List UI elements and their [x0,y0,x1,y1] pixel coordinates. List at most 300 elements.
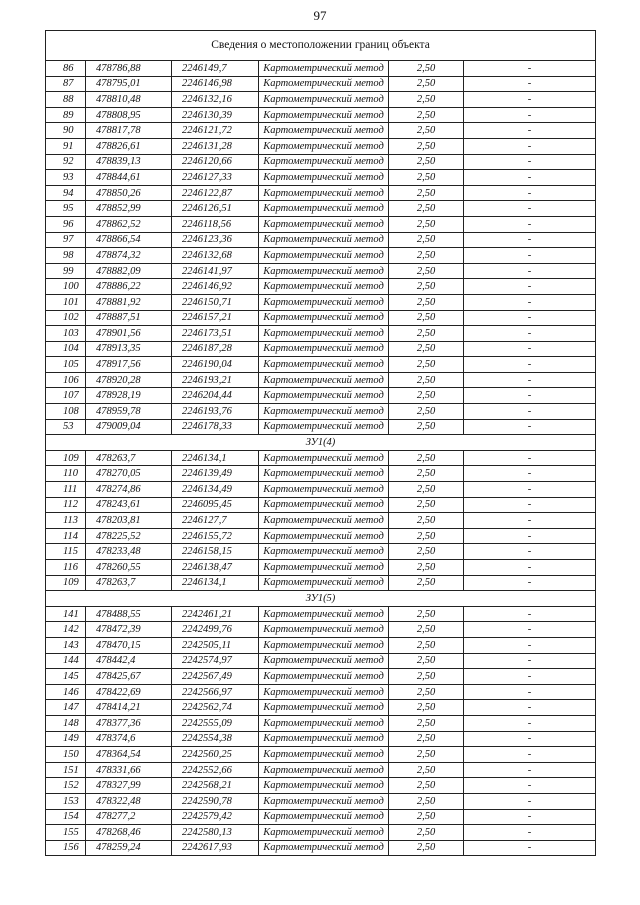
point-number-cell: 145 [46,669,86,685]
method-cell: Картометрический метод [259,528,389,544]
method-cell: Картометрический метод [259,341,389,357]
x-coordinate-cell: 478374,6 [86,731,172,747]
x-coordinate-cell: 478917,56 [86,357,172,373]
method-cell: Картометрический метод [259,606,389,622]
description-cell: - [464,762,596,778]
x-coordinate-cell: 478442,4 [86,653,172,669]
accuracy-cell: 2,50 [389,809,464,825]
point-number-cell: 116 [46,560,86,576]
x-coordinate-cell: 478243,61 [86,497,172,513]
description-cell: - [464,357,596,373]
point-number-cell: 98 [46,248,86,264]
point-number-cell: 107 [46,388,86,404]
point-number-cell: 95 [46,201,86,217]
method-cell: Картометрический метод [259,497,389,513]
method-cell: Картометрический метод [259,653,389,669]
method-cell: Картометрический метод [259,700,389,716]
point-number-cell: 148 [46,715,86,731]
description-cell: - [464,747,596,763]
description-cell: - [464,263,596,279]
description-cell: - [464,700,596,716]
accuracy-cell: 2,50 [389,684,464,700]
table-row [46,606,596,622]
y-coordinate-cell: 2246193,76 [172,404,259,420]
x-coordinate-cell: 478928,19 [86,388,172,404]
accuracy-cell: 2,50 [389,216,464,232]
table-row [46,731,596,747]
description-cell: - [464,138,596,154]
point-number-cell: 142 [46,622,86,638]
method-cell: Картометрический метод [259,92,389,108]
description-cell: - [464,731,596,747]
table-row [46,637,596,653]
point-number-cell: 109 [46,575,86,591]
x-coordinate-cell: 478377,36 [86,715,172,731]
x-coordinate-cell: 478225,52 [86,528,172,544]
table-row [46,310,596,326]
description-cell: - [464,528,596,544]
table-row [46,653,596,669]
method-cell: Картометрический метод [259,544,389,560]
section-header-row [46,591,596,607]
table-row [46,513,596,529]
accuracy-cell: 2,50 [389,326,464,342]
x-coordinate-cell: 478886,22 [86,279,172,295]
point-number-cell: 100 [46,279,86,295]
description-cell: - [464,201,596,217]
point-number-cell: 91 [46,138,86,154]
accuracy-cell: 2,50 [389,575,464,591]
accuracy-cell: 2,50 [389,107,464,123]
description-cell: - [464,232,596,248]
method-cell: Картометрический метод [259,123,389,139]
y-coordinate-cell: 2242566,97 [172,684,259,700]
x-coordinate-cell: 478920,28 [86,372,172,388]
description-cell: - [464,154,596,170]
accuracy-cell: 2,50 [389,92,464,108]
x-coordinate-cell: 478203,81 [86,513,172,529]
accuracy-cell: 2,50 [389,419,464,435]
point-number-cell: 93 [46,170,86,186]
y-coordinate-cell: 2246139,49 [172,466,259,482]
table-row [46,840,596,856]
method-cell: Картометрический метод [259,669,389,685]
accuracy-cell: 2,50 [389,700,464,716]
y-coordinate-cell: 2242567,49 [172,669,259,685]
x-coordinate-cell: 478913,35 [86,341,172,357]
description-cell: - [464,606,596,622]
table-row [46,248,596,264]
x-coordinate-cell: 478259,24 [86,840,172,856]
y-coordinate-cell: 2246132,16 [172,92,259,108]
accuracy-cell: 2,50 [389,622,464,638]
method-cell: Картометрический метод [259,825,389,841]
point-number-cell: 96 [46,216,86,232]
accuracy-cell: 2,50 [389,263,464,279]
table-row [46,341,596,357]
y-coordinate-cell: 2242554,38 [172,731,259,747]
point-number-cell: 147 [46,700,86,716]
description-cell: - [464,715,596,731]
accuracy-cell: 2,50 [389,482,464,498]
y-coordinate-cell: 2242552,66 [172,762,259,778]
y-coordinate-cell: 2246122,87 [172,185,259,201]
description-cell: - [464,575,596,591]
table-row [46,123,596,139]
accuracy-cell: 2,50 [389,341,464,357]
description-cell: - [464,294,596,310]
table-row [46,560,596,576]
x-coordinate-cell: 478233,48 [86,544,172,560]
table-row [46,575,596,591]
x-coordinate-cell: 478425,67 [86,669,172,685]
method-cell: Картометрический метод [259,76,389,92]
point-number-cell: 92 [46,154,86,170]
y-coordinate-cell: 2246150,71 [172,294,259,310]
y-coordinate-cell: 2246178,33 [172,419,259,435]
x-coordinate-cell: 478270,05 [86,466,172,482]
x-coordinate-cell: 478959,78 [86,404,172,420]
x-coordinate-cell: 478260,55 [86,560,172,576]
x-coordinate-cell: 478882,09 [86,263,172,279]
table-row [46,544,596,560]
y-coordinate-cell: 2242590,78 [172,793,259,809]
y-coordinate-cell: 2246190,04 [172,357,259,373]
point-number-cell: 143 [46,637,86,653]
point-number-cell: 104 [46,341,86,357]
table-row [46,279,596,295]
section-label: ЗУ1(5) [46,591,596,607]
point-number-cell: 146 [46,684,86,700]
y-coordinate-cell: 2242562,74 [172,700,259,716]
point-number-cell: 106 [46,372,86,388]
y-coordinate-cell: 2242499,76 [172,622,259,638]
method-cell: Картометрический метод [259,138,389,154]
x-coordinate-cell: 478331,66 [86,762,172,778]
description-cell: - [464,825,596,841]
point-number-cell: 155 [46,825,86,841]
point-number-cell: 109 [46,450,86,466]
method-cell: Картометрический метод [259,419,389,435]
y-coordinate-cell: 2246131,28 [172,138,259,154]
table-row [46,404,596,420]
point-number-cell: 86 [46,61,86,77]
accuracy-cell: 2,50 [389,170,464,186]
method-cell: Картометрический метод [259,715,389,731]
description-cell: - [464,310,596,326]
y-coordinate-cell: 2246187,28 [172,341,259,357]
x-coordinate-cell: 478470,15 [86,637,172,653]
point-number-cell: 114 [46,528,86,544]
y-coordinate-cell: 2246130,39 [172,107,259,123]
method-cell: Картометрический метод [259,279,389,295]
accuracy-cell: 2,50 [389,388,464,404]
point-number-cell: 105 [46,357,86,373]
description-cell: - [464,76,596,92]
table-row [46,450,596,466]
point-number-cell: 115 [46,544,86,560]
point-number-cell: 90 [46,123,86,139]
description-cell: - [464,793,596,809]
x-coordinate-cell: 478263,7 [86,575,172,591]
section-header-row [46,435,596,451]
x-coordinate-cell: 478881,92 [86,294,172,310]
table-row [46,497,596,513]
point-number-cell: 110 [46,466,86,482]
y-coordinate-cell: 2246123,36 [172,232,259,248]
point-number-cell: 149 [46,731,86,747]
y-coordinate-cell: 2246158,15 [172,544,259,560]
description-cell: - [464,326,596,342]
point-number-cell: 144 [46,653,86,669]
table-row [46,715,596,731]
description-cell: - [464,622,596,638]
accuracy-cell: 2,50 [389,294,464,310]
point-number-cell: 111 [46,482,86,498]
method-cell: Картометрический метод [259,840,389,856]
page-number: 97 [313,8,327,23]
accuracy-cell: 2,50 [389,466,464,482]
method-cell: Картометрический метод [259,450,389,466]
x-coordinate-cell: 478810,48 [86,92,172,108]
description-cell: - [464,61,596,77]
y-coordinate-cell: 2246146,98 [172,76,259,92]
x-coordinate-cell: 478364,54 [86,747,172,763]
x-coordinate-cell: 478327,99 [86,778,172,794]
point-number-cell: 102 [46,310,86,326]
y-coordinate-cell: 2242579,42 [172,809,259,825]
point-number-cell: 103 [46,326,86,342]
method-cell: Картометрический метод [259,466,389,482]
accuracy-cell: 2,50 [389,715,464,731]
method-cell: Картометрический метод [259,388,389,404]
accuracy-cell: 2,50 [389,825,464,841]
description-cell: - [464,388,596,404]
description-cell: - [464,482,596,498]
y-coordinate-cell: 2246138,47 [172,560,259,576]
table-row [46,825,596,841]
point-number-cell: 101 [46,294,86,310]
method-cell: Картометрический метод [259,575,389,591]
method-cell: Картометрический метод [259,778,389,794]
description-cell: - [464,840,596,856]
method-cell: Картометрический метод [259,684,389,700]
accuracy-cell: 2,50 [389,185,464,201]
point-number-cell: 89 [46,107,86,123]
table-row [46,762,596,778]
x-coordinate-cell: 478887,51 [86,310,172,326]
y-coordinate-cell: 2246173,51 [172,326,259,342]
method-cell: Картометрический метод [259,513,389,529]
table-row [46,201,596,217]
accuracy-cell: 2,50 [389,201,464,217]
description-cell: - [464,684,596,700]
section-label: ЗУ1(4) [46,435,596,451]
x-coordinate-cell: 478901,56 [86,326,172,342]
description-cell: - [464,560,596,576]
x-coordinate-cell: 478274,86 [86,482,172,498]
point-number-cell: 87 [46,76,86,92]
y-coordinate-cell: 2246134,49 [172,482,259,498]
x-coordinate-cell: 478786,88 [86,61,172,77]
table-title: Сведения о местоположении границ объекта [46,31,596,61]
description-cell: - [464,248,596,264]
table-row [46,419,596,435]
x-coordinate-cell: 478862,52 [86,216,172,232]
point-number-cell: 156 [46,840,86,856]
description-cell: - [464,466,596,482]
description-cell: - [464,637,596,653]
table-row [46,76,596,92]
table-row [46,154,596,170]
table-row [46,747,596,763]
y-coordinate-cell: 2246127,33 [172,170,259,186]
x-coordinate-cell: 478839,13 [86,154,172,170]
y-coordinate-cell: 2246157,21 [172,310,259,326]
y-coordinate-cell: 2242580,13 [172,825,259,841]
description-cell: - [464,216,596,232]
point-number-cell: 53 [46,419,86,435]
method-cell: Картометрический метод [259,793,389,809]
table-row [46,528,596,544]
table-row [46,294,596,310]
method-cell: Картометрический метод [259,762,389,778]
y-coordinate-cell: 2246149,7 [172,61,259,77]
method-cell: Картометрический метод [259,622,389,638]
point-number-cell: 154 [46,809,86,825]
x-coordinate-cell: 478844,61 [86,170,172,186]
method-cell: Картометрический метод [259,154,389,170]
method-cell: Картометрический метод [259,201,389,217]
table-row [46,263,596,279]
accuracy-cell: 2,50 [389,793,464,809]
x-coordinate-cell: 478817,78 [86,123,172,139]
point-number-cell: 113 [46,513,86,529]
x-coordinate-cell: 478866,54 [86,232,172,248]
table-row [46,700,596,716]
point-number-cell: 141 [46,606,86,622]
accuracy-cell: 2,50 [389,310,464,326]
description-cell: - [464,123,596,139]
point-number-cell: 99 [46,263,86,279]
accuracy-cell: 2,50 [389,606,464,622]
accuracy-cell: 2,50 [389,123,464,139]
point-number-cell: 152 [46,778,86,794]
table-row [46,372,596,388]
y-coordinate-cell: 2246121,72 [172,123,259,139]
x-coordinate-cell: 478488,55 [86,606,172,622]
description-cell: - [464,497,596,513]
y-coordinate-cell: 2246126,51 [172,201,259,217]
table-row [46,793,596,809]
method-cell: Картометрический метод [259,232,389,248]
point-number-cell: 88 [46,92,86,108]
table-row [46,622,596,638]
accuracy-cell: 2,50 [389,404,464,420]
point-number-cell: 108 [46,404,86,420]
y-coordinate-cell: 2242505,11 [172,637,259,653]
x-coordinate-cell: 478277,2 [86,809,172,825]
method-cell: Картометрический метод [259,185,389,201]
accuracy-cell: 2,50 [389,232,464,248]
point-number-cell: 150 [46,747,86,763]
method-cell: Картометрический метод [259,248,389,264]
point-number-cell: 112 [46,497,86,513]
description-cell: - [464,404,596,420]
y-coordinate-cell: 2246146,92 [172,279,259,295]
description-cell: - [464,544,596,560]
description-cell: - [464,92,596,108]
method-cell: Картометрический метод [259,372,389,388]
boundary-coordinates-table [45,30,596,856]
x-coordinate-cell: 478268,46 [86,825,172,841]
x-coordinate-cell: 478263,7 [86,450,172,466]
accuracy-cell: 2,50 [389,669,464,685]
accuracy-cell: 2,50 [389,731,464,747]
accuracy-cell: 2,50 [389,372,464,388]
point-number-cell: 151 [46,762,86,778]
method-cell: Картометрический метод [259,107,389,123]
accuracy-cell: 2,50 [389,637,464,653]
x-coordinate-cell: 478795,01 [86,76,172,92]
description-cell: - [464,809,596,825]
description-cell: - [464,513,596,529]
accuracy-cell: 2,50 [389,762,464,778]
point-number-cell: 97 [46,232,86,248]
accuracy-cell: 2,50 [389,544,464,560]
description-cell: - [464,778,596,794]
method-cell: Картометрический метод [259,61,389,77]
accuracy-cell: 2,50 [389,747,464,763]
y-coordinate-cell: 2246134,1 [172,450,259,466]
method-cell: Картометрический метод [259,809,389,825]
table-row [46,185,596,201]
description-cell: - [464,279,596,295]
table-row [46,216,596,232]
accuracy-cell: 2,50 [389,560,464,576]
table-title-row [46,31,596,61]
y-coordinate-cell: 2246127,7 [172,513,259,529]
description-cell: - [464,450,596,466]
accuracy-cell: 2,50 [389,513,464,529]
accuracy-cell: 2,50 [389,61,464,77]
y-coordinate-cell: 2242568,21 [172,778,259,794]
accuracy-cell: 2,50 [389,653,464,669]
accuracy-cell: 2,50 [389,778,464,794]
y-coordinate-cell: 2242617,93 [172,840,259,856]
accuracy-cell: 2,50 [389,497,464,513]
x-coordinate-cell: 478850,26 [86,185,172,201]
x-coordinate-cell: 478826,61 [86,138,172,154]
table-row [46,326,596,342]
y-coordinate-cell: 2246118,56 [172,216,259,232]
point-number-cell: 153 [46,793,86,809]
x-coordinate-cell: 478322,48 [86,793,172,809]
method-cell: Картометрический метод [259,482,389,498]
x-coordinate-cell: 478414,21 [86,700,172,716]
y-coordinate-cell: 2246134,1 [172,575,259,591]
accuracy-cell: 2,50 [389,248,464,264]
accuracy-cell: 2,50 [389,76,464,92]
description-cell: - [464,372,596,388]
method-cell: Картометрический метод [259,170,389,186]
description-cell: - [464,669,596,685]
table-row [46,669,596,685]
method-cell: Картометрический метод [259,731,389,747]
x-coordinate-cell: 478422,69 [86,684,172,700]
x-coordinate-cell: 478852,99 [86,201,172,217]
method-cell: Картометрический метод [259,560,389,576]
